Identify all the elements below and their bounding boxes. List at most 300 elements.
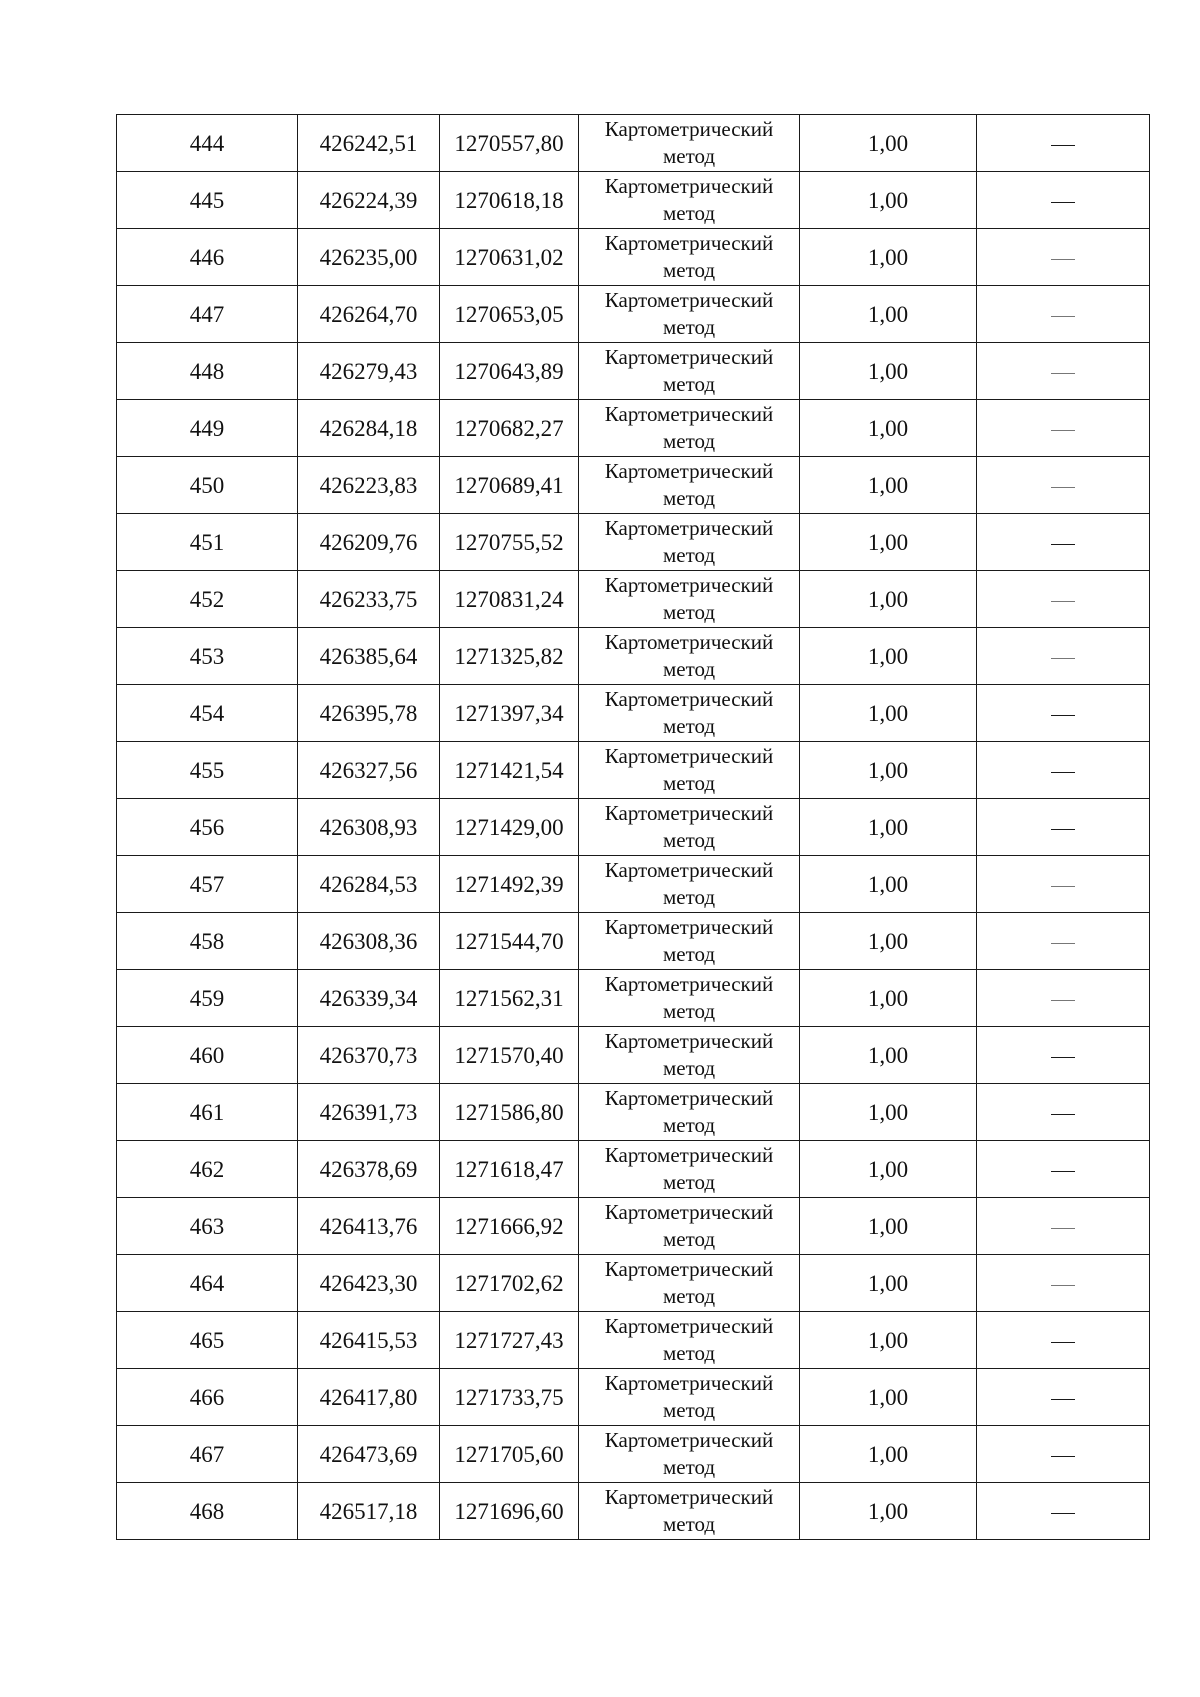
x-coordinate-text: 426279,43	[319, 358, 418, 384]
accuracy-cell	[800, 742, 977, 799]
accuracy-text: 1,00	[867, 985, 909, 1011]
table-row	[117, 742, 1150, 799]
x-coordinate-cell	[298, 628, 440, 685]
y-coordinate-cell	[440, 970, 579, 1027]
method-line-1: Картометрический	[604, 744, 774, 768]
dash-mark	[1051, 316, 1075, 317]
table-row	[117, 799, 1150, 856]
method-cell	[579, 856, 800, 913]
accuracy-cell	[800, 172, 977, 229]
table-row	[117, 856, 1150, 913]
note-cell	[977, 1426, 1150, 1483]
accuracy-cell	[800, 1198, 977, 1255]
method-cell	[579, 514, 800, 571]
method-line-2: метод	[662, 657, 716, 681]
y-coordinate-cell	[440, 571, 579, 628]
accuracy-text: 1,00	[867, 700, 909, 726]
accuracy-text: 1,00	[867, 871, 909, 897]
point-number-cell	[117, 286, 298, 343]
method-line-1: Картометрический	[604, 858, 774, 882]
method-line-1: Картометрический	[604, 516, 774, 540]
table-row	[117, 571, 1150, 628]
y-coordinate-cell	[440, 1084, 579, 1141]
method-line-2: метод	[662, 600, 716, 624]
method-line-1: Картометрический	[604, 801, 774, 825]
accuracy-cell	[800, 685, 977, 742]
x-coordinate-text: 426308,93	[319, 814, 418, 840]
method-cell	[579, 229, 800, 286]
accuracy-cell	[800, 286, 977, 343]
method-cell	[579, 286, 800, 343]
dash-mark	[1051, 772, 1075, 773]
x-coordinate-cell	[298, 799, 440, 856]
point-number-text: 463	[189, 1213, 225, 1239]
dash-mark	[1051, 1114, 1075, 1115]
y-coordinate-text: 1271586,80	[454, 1099, 564, 1125]
x-coordinate-text: 426413,76	[319, 1213, 418, 1239]
point-number-cell	[117, 913, 298, 970]
x-coordinate-cell	[298, 571, 440, 628]
accuracy-cell	[800, 628, 977, 685]
x-coordinate-text: 426395,78	[319, 700, 418, 726]
x-coordinate-cell	[298, 970, 440, 1027]
method-cell	[579, 1369, 800, 1426]
dash-mark	[1051, 1171, 1075, 1172]
y-coordinate-cell	[440, 742, 579, 799]
method-line-1: Картометрический	[604, 1428, 774, 1452]
table-row	[117, 343, 1150, 400]
x-coordinate-text: 426417,80	[319, 1384, 418, 1410]
y-coordinate-cell	[440, 514, 579, 571]
x-coordinate-cell	[298, 1141, 440, 1198]
method-cell	[579, 1198, 800, 1255]
note-cell	[977, 343, 1150, 400]
table-row	[117, 1141, 1150, 1198]
x-coordinate-text: 426284,18	[319, 415, 418, 441]
x-coordinate-cell	[298, 856, 440, 913]
point-number-cell	[117, 1426, 298, 1483]
accuracy-cell	[800, 457, 977, 514]
point-number-cell	[117, 1483, 298, 1540]
accuracy-text: 1,00	[867, 1042, 909, 1068]
method-line-2: метод	[662, 942, 716, 966]
table-row	[117, 970, 1150, 1027]
method-line-2: метод	[662, 999, 716, 1023]
dash-mark	[1051, 886, 1075, 887]
dash-mark	[1051, 487, 1075, 488]
point-number-text: 459	[189, 985, 225, 1011]
accuracy-text: 1,00	[867, 928, 909, 954]
y-coordinate-text: 1270689,41	[454, 472, 564, 498]
point-number-cell	[117, 400, 298, 457]
method-line-2: метод	[662, 372, 716, 396]
method-line-2: метод	[662, 486, 716, 510]
y-coordinate-text: 1271696,60	[454, 1498, 564, 1524]
y-coordinate-text: 1270682,27	[454, 415, 564, 441]
x-coordinate-cell	[298, 1027, 440, 1084]
point-number-text: 467	[189, 1441, 225, 1467]
method-line-1: Картометрический	[604, 459, 774, 483]
y-coordinate-cell	[440, 1027, 579, 1084]
method-cell	[579, 1255, 800, 1312]
accuracy-text: 1,00	[867, 1156, 909, 1182]
x-coordinate-cell	[298, 172, 440, 229]
accuracy-cell	[800, 229, 977, 286]
x-coordinate-text: 426339,34	[319, 985, 418, 1011]
x-coordinate-text: 426473,69	[319, 1441, 418, 1467]
dash-mark	[1051, 1228, 1075, 1229]
x-coordinate-text: 426209,76	[319, 529, 418, 555]
point-number-text: 444	[189, 130, 225, 156]
note-cell	[977, 913, 1150, 970]
point-number-cell	[117, 1198, 298, 1255]
method-line-1: Картометрический	[604, 1257, 774, 1281]
point-number-cell	[117, 1255, 298, 1312]
y-coordinate-text: 1271544,70	[454, 928, 564, 954]
dash-mark	[1051, 373, 1075, 374]
method-line-1: Картометрический	[604, 174, 774, 198]
point-number-text: 468	[189, 1498, 225, 1524]
accuracy-cell	[800, 1141, 977, 1198]
accuracy-cell	[800, 571, 977, 628]
point-number-cell	[117, 1312, 298, 1369]
accuracy-cell	[800, 1255, 977, 1312]
method-cell	[579, 628, 800, 685]
dash-mark	[1051, 430, 1075, 431]
note-cell	[977, 856, 1150, 913]
y-coordinate-cell	[440, 286, 579, 343]
method-cell	[579, 343, 800, 400]
y-coordinate-cell	[440, 913, 579, 970]
x-coordinate-text: 426264,70	[319, 301, 418, 327]
point-number-cell	[117, 742, 298, 799]
method-cell	[579, 457, 800, 514]
y-coordinate-text: 1271421,54	[454, 757, 564, 783]
table-row	[117, 1312, 1150, 1369]
accuracy-cell	[800, 115, 977, 172]
point-number-cell	[117, 115, 298, 172]
accuracy-text: 1,00	[867, 130, 909, 156]
y-coordinate-text: 1271705,60	[454, 1441, 564, 1467]
table-row	[117, 1426, 1150, 1483]
point-number-cell	[117, 628, 298, 685]
method-line-1: Картометрический	[604, 231, 774, 255]
dash-mark	[1051, 202, 1075, 203]
x-coordinate-cell	[298, 1198, 440, 1255]
accuracy-text: 1,00	[867, 1498, 909, 1524]
x-coordinate-cell	[298, 514, 440, 571]
y-coordinate-text: 1270618,18	[454, 187, 564, 213]
method-line-2: метод	[662, 258, 716, 282]
method-cell	[579, 400, 800, 457]
accuracy-cell	[800, 400, 977, 457]
x-coordinate-cell	[298, 1084, 440, 1141]
dash-mark	[1051, 1399, 1075, 1400]
method-cell	[579, 571, 800, 628]
method-line-1: Картометрический	[604, 630, 774, 654]
note-cell	[977, 799, 1150, 856]
point-number-cell	[117, 514, 298, 571]
x-coordinate-cell	[298, 400, 440, 457]
note-cell	[977, 457, 1150, 514]
y-coordinate-text: 1271618,47	[454, 1156, 564, 1182]
y-coordinate-text: 1271325,82	[454, 643, 564, 669]
y-coordinate-text: 1271702,62	[454, 1270, 564, 1296]
dash-mark	[1051, 1057, 1075, 1058]
point-number-text: 446	[189, 244, 225, 270]
method-line-1: Картометрический	[604, 288, 774, 312]
x-coordinate-text: 426223,83	[319, 472, 418, 498]
y-coordinate-text: 1271733,75	[454, 1384, 564, 1410]
point-number-text: 449	[189, 415, 225, 441]
y-coordinate-text: 1271570,40	[454, 1042, 564, 1068]
y-coordinate-cell	[440, 1255, 579, 1312]
accuracy-text: 1,00	[867, 1270, 909, 1296]
method-line-1: Картометрический	[604, 687, 774, 711]
y-coordinate-cell	[440, 1198, 579, 1255]
point-number-cell	[117, 970, 298, 1027]
table-row	[117, 286, 1150, 343]
y-coordinate-cell	[440, 1426, 579, 1483]
table-row	[117, 1369, 1150, 1426]
accuracy-cell	[800, 514, 977, 571]
method-cell	[579, 799, 800, 856]
y-coordinate-text: 1270643,89	[454, 358, 564, 384]
note-cell	[977, 115, 1150, 172]
table-row	[117, 628, 1150, 685]
accuracy-text: 1,00	[867, 301, 909, 327]
x-coordinate-text: 426308,36	[319, 928, 418, 954]
method-line-2: метод	[662, 201, 716, 225]
point-number-cell	[117, 1369, 298, 1426]
method-cell	[579, 115, 800, 172]
method-line-2: метод	[662, 315, 716, 339]
table-row	[117, 685, 1150, 742]
x-coordinate-text: 426385,64	[319, 643, 418, 669]
point-number-cell	[117, 799, 298, 856]
x-coordinate-text: 426233,75	[319, 586, 418, 612]
dash-mark	[1051, 1513, 1075, 1514]
accuracy-text: 1,00	[867, 586, 909, 612]
point-number-cell	[117, 1027, 298, 1084]
dash-mark	[1051, 544, 1075, 545]
y-coordinate-text: 1270557,80	[454, 130, 564, 156]
table-row	[117, 1084, 1150, 1141]
method-cell	[579, 1084, 800, 1141]
note-cell	[977, 1027, 1150, 1084]
accuracy-text: 1,00	[867, 358, 909, 384]
y-coordinate-text: 1270631,02	[454, 244, 564, 270]
method-line-2: метод	[662, 1170, 716, 1194]
y-coordinate-cell	[440, 457, 579, 514]
point-number-text: 465	[189, 1327, 225, 1353]
note-cell	[977, 1198, 1150, 1255]
dash-mark	[1051, 943, 1075, 944]
method-cell	[579, 1426, 800, 1483]
accuracy-text: 1,00	[867, 187, 909, 213]
accuracy-cell	[800, 913, 977, 970]
y-coordinate-text: 1271727,43	[454, 1327, 564, 1353]
x-coordinate-cell	[298, 229, 440, 286]
y-coordinate-cell	[440, 1369, 579, 1426]
note-cell	[977, 286, 1150, 343]
accuracy-cell	[800, 1312, 977, 1369]
point-number-text: 461	[189, 1099, 225, 1125]
method-line-2: метод	[662, 1398, 716, 1422]
point-number-cell	[117, 172, 298, 229]
x-coordinate-text: 426327,56	[319, 757, 418, 783]
x-coordinate-cell	[298, 457, 440, 514]
method-line-2: метод	[662, 1512, 716, 1536]
table-row	[117, 514, 1150, 571]
accuracy-text: 1,00	[867, 814, 909, 840]
point-number-text: 462	[189, 1156, 225, 1182]
dash-mark	[1051, 1000, 1075, 1001]
x-coordinate-cell	[298, 286, 440, 343]
method-line-2: метод	[662, 543, 716, 567]
point-number-cell	[117, 1141, 298, 1198]
method-line-1: Картометрический	[604, 972, 774, 996]
method-cell	[579, 970, 800, 1027]
table-row	[117, 400, 1150, 457]
point-number-cell	[117, 571, 298, 628]
dash-mark	[1051, 259, 1075, 260]
table-row	[117, 1027, 1150, 1084]
method-line-2: метод	[662, 1056, 716, 1080]
point-number-text: 450	[189, 472, 225, 498]
method-line-1: Картометрический	[604, 117, 774, 141]
y-coordinate-cell	[440, 343, 579, 400]
method-line-2: метод	[662, 1341, 716, 1365]
point-number-text: 448	[189, 358, 225, 384]
method-line-2: метод	[662, 714, 716, 738]
y-coordinate-cell	[440, 229, 579, 286]
note-cell	[977, 1312, 1150, 1369]
method-cell	[579, 1027, 800, 1084]
x-coordinate-cell	[298, 1369, 440, 1426]
x-coordinate-cell	[298, 1312, 440, 1369]
dash-mark	[1051, 829, 1075, 830]
accuracy-text: 1,00	[867, 1441, 909, 1467]
accuracy-text: 1,00	[867, 472, 909, 498]
method-line-1: Картометрический	[604, 1029, 774, 1053]
x-coordinate-text: 426242,51	[319, 130, 418, 156]
y-coordinate-cell	[440, 685, 579, 742]
accuracy-cell	[800, 799, 977, 856]
note-cell	[977, 514, 1150, 571]
y-coordinate-cell	[440, 172, 579, 229]
point-number-text: 455	[189, 757, 225, 783]
y-coordinate-cell	[440, 628, 579, 685]
note-cell	[977, 1084, 1150, 1141]
table-row	[117, 172, 1150, 229]
method-cell	[579, 685, 800, 742]
accuracy-text: 1,00	[867, 1099, 909, 1125]
x-coordinate-text: 426235,00	[319, 244, 418, 270]
method-line-1: Картометрический	[604, 345, 774, 369]
y-coordinate-text: 1271562,31	[454, 985, 564, 1011]
method-cell	[579, 742, 800, 799]
method-cell	[579, 1312, 800, 1369]
method-line-1: Картометрический	[604, 1485, 774, 1509]
point-number-text: 447	[189, 301, 225, 327]
method-line-2: метод	[662, 1284, 716, 1308]
note-cell	[977, 685, 1150, 742]
coordinates-table	[116, 114, 1150, 1540]
accuracy-cell	[800, 1426, 977, 1483]
y-coordinate-cell	[440, 1312, 579, 1369]
accuracy-text: 1,00	[867, 244, 909, 270]
x-coordinate-text: 426370,73	[319, 1042, 418, 1068]
y-coordinate-text: 1270653,05	[454, 301, 564, 327]
point-number-cell	[117, 229, 298, 286]
x-coordinate-cell	[298, 1426, 440, 1483]
method-line-2: метод	[662, 429, 716, 453]
x-coordinate-text: 426423,30	[319, 1270, 418, 1296]
point-number-cell	[117, 685, 298, 742]
method-line-2: метод	[662, 885, 716, 909]
accuracy-text: 1,00	[867, 643, 909, 669]
x-coordinate-text: 426378,69	[319, 1156, 418, 1182]
method-cell	[579, 1141, 800, 1198]
note-cell	[977, 400, 1150, 457]
point-number-text: 445	[189, 187, 225, 213]
x-coordinate-cell	[298, 1255, 440, 1312]
method-cell	[579, 913, 800, 970]
accuracy-cell	[800, 856, 977, 913]
dash-mark	[1051, 1285, 1075, 1286]
accuracy-cell	[800, 1369, 977, 1426]
note-cell	[977, 571, 1150, 628]
y-coordinate-cell	[440, 1483, 579, 1540]
table-row	[117, 1198, 1150, 1255]
accuracy-text: 1,00	[867, 1213, 909, 1239]
table-row	[117, 457, 1150, 514]
accuracy-cell	[800, 343, 977, 400]
note-cell	[977, 742, 1150, 799]
point-number-text: 457	[189, 871, 225, 897]
dash-mark	[1051, 658, 1075, 659]
note-cell	[977, 970, 1150, 1027]
method-cell	[579, 1483, 800, 1540]
note-cell	[977, 1141, 1150, 1198]
y-coordinate-cell	[440, 115, 579, 172]
x-coordinate-text: 426224,39	[319, 187, 418, 213]
x-coordinate-cell	[298, 742, 440, 799]
y-coordinate-text: 1270831,24	[454, 586, 564, 612]
method-line-1: Картометрический	[604, 1371, 774, 1395]
dash-mark	[1051, 1456, 1075, 1457]
x-coordinate-cell	[298, 685, 440, 742]
table-row	[117, 1255, 1150, 1312]
point-number-text: 456	[189, 814, 225, 840]
method-line-1: Картометрический	[604, 1200, 774, 1224]
x-coordinate-text: 426284,53	[319, 871, 418, 897]
point-number-text: 454	[189, 700, 225, 726]
note-cell	[977, 1255, 1150, 1312]
accuracy-text: 1,00	[867, 1327, 909, 1353]
y-coordinate-text: 1271397,34	[454, 700, 564, 726]
method-line-2: метод	[662, 828, 716, 852]
note-cell	[977, 628, 1150, 685]
method-cell	[579, 172, 800, 229]
method-line-1: Картометрический	[604, 402, 774, 426]
method-line-1: Картометрический	[604, 915, 774, 939]
table-body	[117, 115, 1150, 1540]
accuracy-text: 1,00	[867, 529, 909, 555]
method-line-1: Картометрический	[604, 1314, 774, 1338]
method-line-2: метод	[662, 1455, 716, 1479]
